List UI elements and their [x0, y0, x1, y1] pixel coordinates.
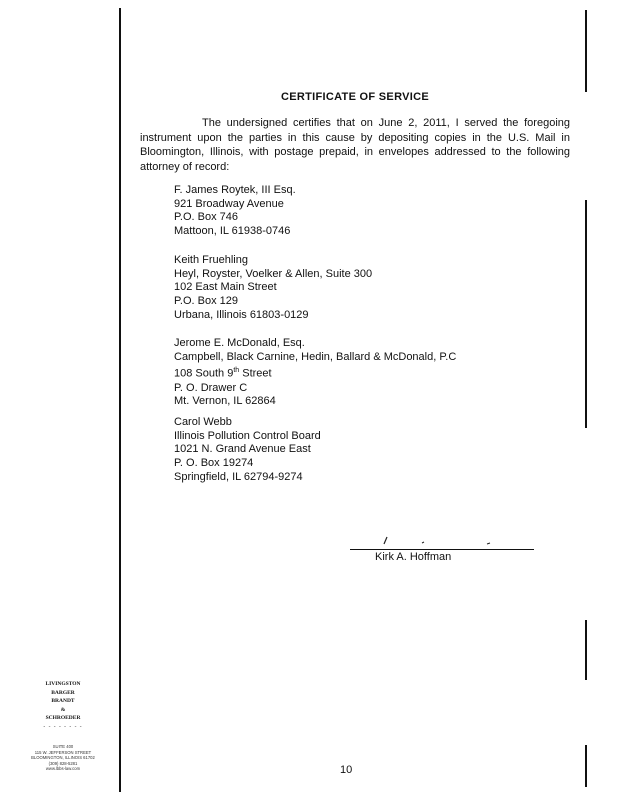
addressee-line: 108 South 9th Street — [174, 367, 272, 381]
addressee-line: Campbell, Black Carnine, Hedin, Ballard & McDonald, P.C — [174, 350, 457, 363]
firm-name-block — [22, 680, 104, 731]
service-paragraph-text: The undersigned certifies that on June 2, 2011, I served the foregoing instrument upon the parties in this cause by depositing copies in the U.S. Mail in Bloomington, Illinois, with postage prepaid, in envelopes addressed to the following attorney of record: — [140, 117, 570, 173]
firm-name-line: BRANDT — [51, 698, 75, 704]
addressee-line: P.O. Box 746 — [174, 211, 239, 224]
addressee-line: Mattoon, IL 61938-0746 — [174, 225, 291, 238]
firm-address-block — [22, 744, 104, 772]
signatory-name: Kirk A. Hoffman — [375, 551, 452, 563]
firm-name-line: LIVINGSTON — [45, 681, 81, 687]
addressee-line: Heyl, Royster, Voelker & Allen, Suite 300 — [174, 267, 373, 280]
right-margin-rule-lower — [585, 620, 587, 680]
addressee-line: Jerome E. McDonald, Esq. — [174, 337, 305, 349]
firm-name-line: BARGER — [51, 689, 75, 696]
addressee-line: P. O. Box 19274 — [174, 457, 254, 470]
addressee-line: Illinois Pollution Control Board — [174, 429, 321, 442]
firm-address-line: BLOOMINGTON, ILLINOIS 61702 — [31, 755, 95, 761]
signature-mark — [350, 532, 534, 548]
firm-name-line: & — [60, 706, 66, 713]
firm-address-line: 115 W. JEFFERSON STREET — [34, 749, 92, 755]
addressee-line: Keith Fruehling — [174, 254, 248, 266]
addressee-line: P. O. Drawer C — [174, 381, 248, 394]
left-margin-rule — [119, 8, 121, 792]
addressee-line: 921 Broadway Avenue — [174, 197, 284, 210]
signature-line — [350, 549, 534, 550]
firm-address-line: www.lbbs-law.com — [45, 766, 81, 772]
addressee-line: F. James Roytek, III Esq. — [174, 184, 296, 196]
firm-name-line: SCHROEDER — [45, 715, 81, 721]
addressee-line: Urbana, Illinois 61803-0129 — [174, 308, 309, 321]
addressee-line: P.O. Box 129 — [174, 295, 239, 308]
addressee-line: Springfield, IL 62794-9274 — [174, 470, 303, 483]
firm-address-line: (309) 828-5281 — [48, 760, 78, 766]
right-margin-rule-bottom — [585, 745, 587, 787]
addressee-line: Mt. Vernon, IL 62864 — [174, 395, 276, 408]
firm-separator: - - - - - - - - — [43, 723, 83, 730]
page-number: 10 — [340, 764, 353, 776]
document-title: CERTIFICATE OF SERVICE — [281, 91, 429, 103]
addressee-block-4 — [174, 416, 321, 485]
addressee-block-1 — [174, 184, 296, 239]
addressee-line: Carol Webb — [174, 416, 232, 428]
right-margin-rule-top — [585, 10, 587, 92]
firm-address-line: SUITE 400 — [52, 744, 74, 749]
ordinal-suffix: th — [233, 367, 240, 375]
addressee-line: 102 East Main Street — [174, 281, 277, 294]
addressee-block-3 — [174, 337, 456, 409]
addressee-line: 1021 N. Grand Avenue East — [174, 443, 311, 456]
right-margin-rule-middle — [585, 200, 587, 428]
service-paragraph — [140, 116, 570, 174]
addressee-block-2 — [174, 254, 372, 323]
